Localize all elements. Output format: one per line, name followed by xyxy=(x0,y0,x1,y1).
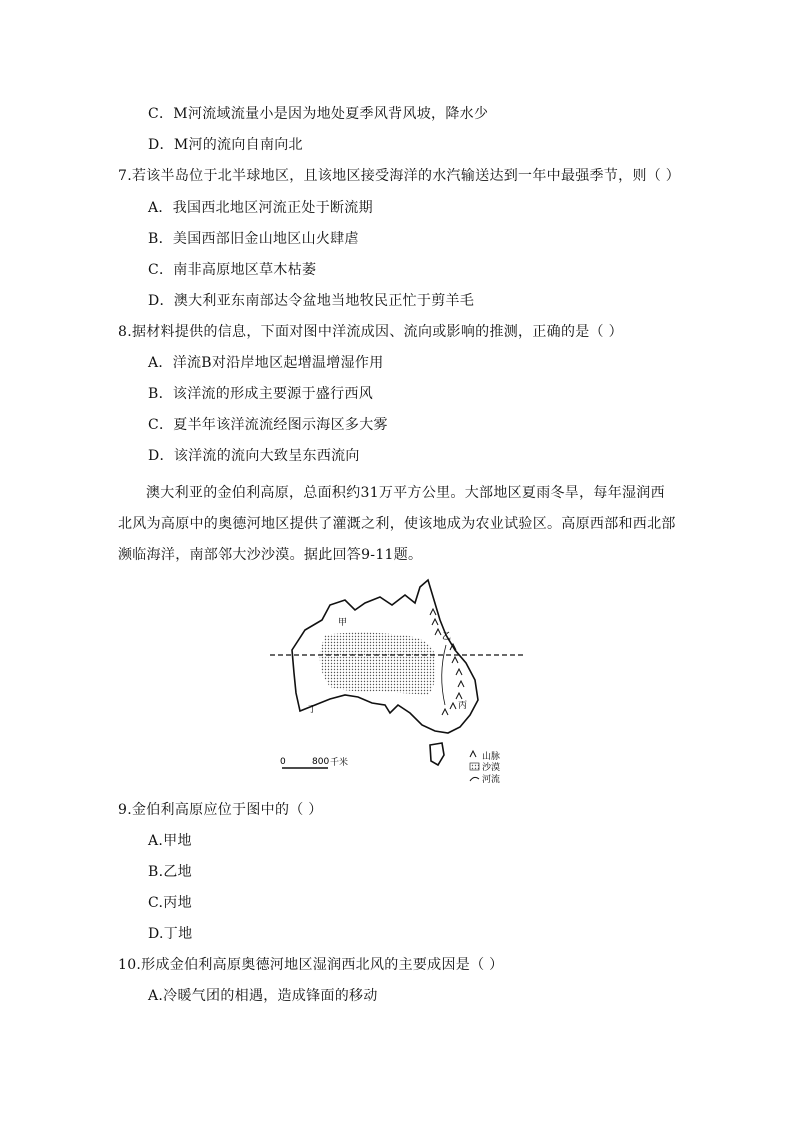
legend-desert: 沙漠 xyxy=(482,763,501,773)
question-7: 7.若该半岛位于北半球地区，且该地区接受海洋的水汽输送达到一年中最强季节，则（ ） xyxy=(118,168,681,184)
option-9d: D.丁地 xyxy=(148,926,193,942)
question-8: 8.据材料提供的信息，下面对图中洋流成因、流向或影响的推测，正确的是（ ） xyxy=(118,324,623,340)
option-9c: C.丙地 xyxy=(148,895,192,911)
option-10a: A.冷暖气团的相遇，造成锋面的移动 xyxy=(148,988,378,1004)
option-9b: B.乙地 xyxy=(148,864,192,880)
option-9a: A.甲地 xyxy=(148,833,192,849)
label-yi: 乙 xyxy=(442,632,452,642)
option-8d: D．该洋流的流向大致呈东西流向 xyxy=(148,448,360,464)
option-7c: C．南非高原地区草木枯萎 xyxy=(148,262,317,278)
label-ding: 丁 xyxy=(308,705,318,715)
scale-bar xyxy=(280,756,348,768)
australia-map xyxy=(270,575,530,790)
option-8b: B．该洋流的形成主要源于盛行西风 xyxy=(148,386,374,402)
option-8c: C．夏半年该洋流流经图示海区多大雾 xyxy=(148,417,388,433)
question-10: 10.形成金伯利高原奥德河地区湿润西北风的主要成因是（ ） xyxy=(118,957,504,973)
passage: 澳大利亚的金伯利高原，总面积约31万平方公里。大部地区夏雨冬旱，每年湿润西北风为高原中的奥德河地区提供了灌溉之利，使该地成为农业试验区。高原西部和西北部濒临海洋，南部邻大沙沙漠。据此回答9-11题。 xyxy=(118,485,676,563)
option-7d: D．澳大利亚东南部达令盆地当地牧民正忙于剪羊毛 xyxy=(148,293,475,309)
desert-legend-icon xyxy=(470,763,479,770)
river-legend-icon xyxy=(470,777,479,781)
question-9: 9.金伯利高原应位于图中的（ ） xyxy=(118,802,323,818)
scale-unit: 千米 xyxy=(330,758,349,768)
mountain-legend-icon xyxy=(470,751,476,757)
desert-area xyxy=(320,633,436,696)
option-6d: D．M河的流向自南向北 xyxy=(148,137,303,153)
option-7b: B．美国西部旧金山地区山火肆虐 xyxy=(148,231,359,247)
option-6c: C．M河流域流量小是因为地处夏季风背风坡，降水少 xyxy=(148,106,489,122)
option-7a: A．我国西北地区河流正处于断流期 xyxy=(148,200,373,216)
label-bing: 丙 xyxy=(458,701,468,711)
label-jia: 甲 xyxy=(338,618,348,628)
legend xyxy=(470,750,500,785)
scale-zero: 0 xyxy=(280,757,286,767)
option-8a: A．洋流B对沿岸地区起增温增湿作用 xyxy=(148,355,384,371)
scale-value: 800 xyxy=(312,757,330,767)
tasmania xyxy=(430,743,444,765)
legend-river: 河流 xyxy=(482,775,501,785)
legend-mountain: 山脉 xyxy=(482,752,501,762)
